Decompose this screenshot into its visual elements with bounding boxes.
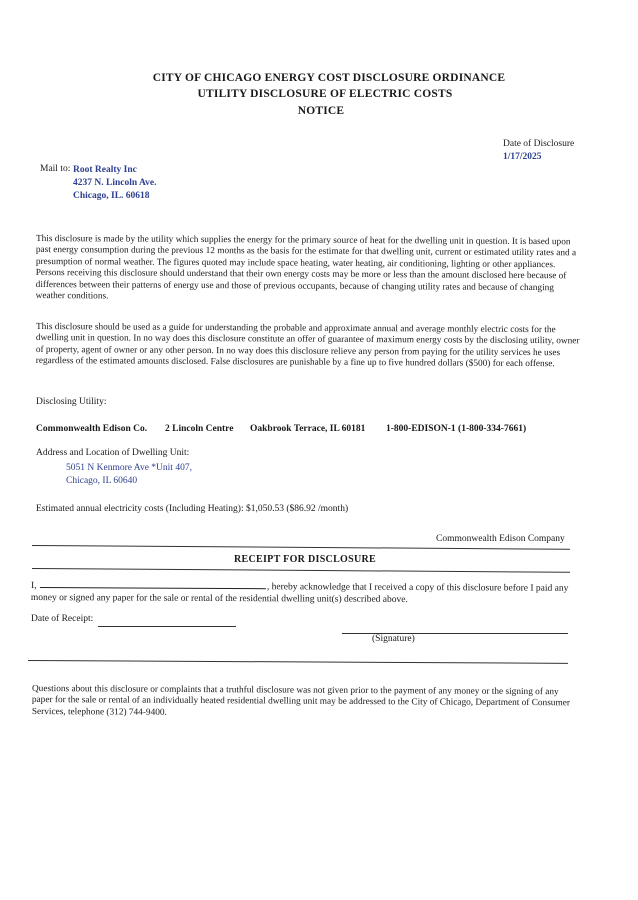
title-utility-disclosure: UTILITY DISCLOSURE OF ELECTRIC COSTS [197, 88, 453, 100]
mail-to-label: Mail to: [40, 164, 71, 174]
signature-label: (Signature) [372, 634, 415, 644]
divider-receipt [32, 568, 570, 573]
title-notice: NOTICE [297, 105, 345, 117]
dwelling-address-line2: Chicago, IL 60640 [66, 476, 138, 486]
mail-to-city: Chicago, IL. 60618 [73, 191, 150, 201]
utility-address: 2 Lincoln Centre [165, 424, 234, 434]
mail-to-street: 4237 N. Lincoln Ave. [73, 178, 157, 188]
utility-name: Commonwealth Edison Co. [36, 424, 148, 434]
company-signature: Commonwealth Edison Company [436, 534, 565, 544]
footer-complaints-text: Questions about this disclosure or complaints that a truthful disclosure was not given prior to the payment of any money or the signing of any paper for the sale or rental of an individually heated residential dwelling unit may be addressed to the City of Chicago, Department of Consumer Services, telephone (312) 744-9400. [31, 684, 570, 718]
disclosing-utility-label: Disclosing Utility: [36, 397, 107, 407]
dwelling-address-line1: 5051 N Kenmore Ave *Unit 407, [66, 463, 192, 473]
utility-phone: 1-800-EDISON-1 (1-800-334-7661) [386, 424, 527, 434]
disclosure-date-label: Date of Disclosure [503, 139, 575, 149]
disclosure-paragraph-1: This disclosure is made by the utility which supplies the energy for the primary source of heat for the dwelling unit in question. It is based upon past energy consumption during the previous 12 months as the basis for the estimate for that dwelling unit, current or estimated utility rates and a presumption of normal weather. The figures quoted may include space heating, water heating, air conditioning, lighting or other appliances. Persons receiving this disclosure should understand that their own energy costs may be more or less than the amount disclosed here because of differences between their patterns of energy use and those of previous occupants, because of changing utility rates and because of changing weather conditions. [35, 234, 577, 302]
title-ordinance: CITY OF CHICAGO ENERGY COST DISCLOSURE ORDINANCE [152, 72, 506, 84]
disclosure-paragraph-2: This disclosure should be used as a guide for understanding the probable and approximate annual and average monthly electric costs for the dwelling unit in question. In no way does this disclosure constitute an offer of guarantee of maximum energy costs by the disclosing utility, owner of property, agent of owner or any other person. In no way does this disclosure relieve any person from paying for the utility services he uses regardless of the estimated amounts disclosed. False disclosures are punishable by a fine up to five hundred dollars ($500) for each offense. [35, 322, 580, 370]
ack-body: , hereby acknowledge that I received a copy of this disclosure before I paid any money or signed any paper for the sale or rental of the residential dwelling unit(s) described above. [30, 582, 569, 605]
acknowledgement-text [31, 578, 576, 607]
date-of-receipt-label: Date of Receipt: [31, 614, 94, 624]
ack-prefix: I, [30, 580, 37, 592]
estimated-cost: Estimated annual electricity costs (Including Heating): $1,050.53 ($86.92 /month) [36, 504, 349, 514]
disclosure-date-value: 1/17/2025 [503, 152, 542, 162]
divider-bottom [28, 660, 568, 664]
mail-to-name: Root Realty Inc [73, 165, 137, 175]
utility-city: Oakbrook Terrace, IL 60181 [250, 424, 366, 434]
dwelling-label: Address and Location of Dwelling Unit: [36, 448, 190, 458]
divider-top [32, 545, 570, 550]
date-of-receipt-line[interactable] [98, 626, 236, 627]
name-blank-line[interactable] [40, 578, 266, 589]
receipt-title: RECEIPT FOR DISCLOSURE [234, 554, 377, 565]
